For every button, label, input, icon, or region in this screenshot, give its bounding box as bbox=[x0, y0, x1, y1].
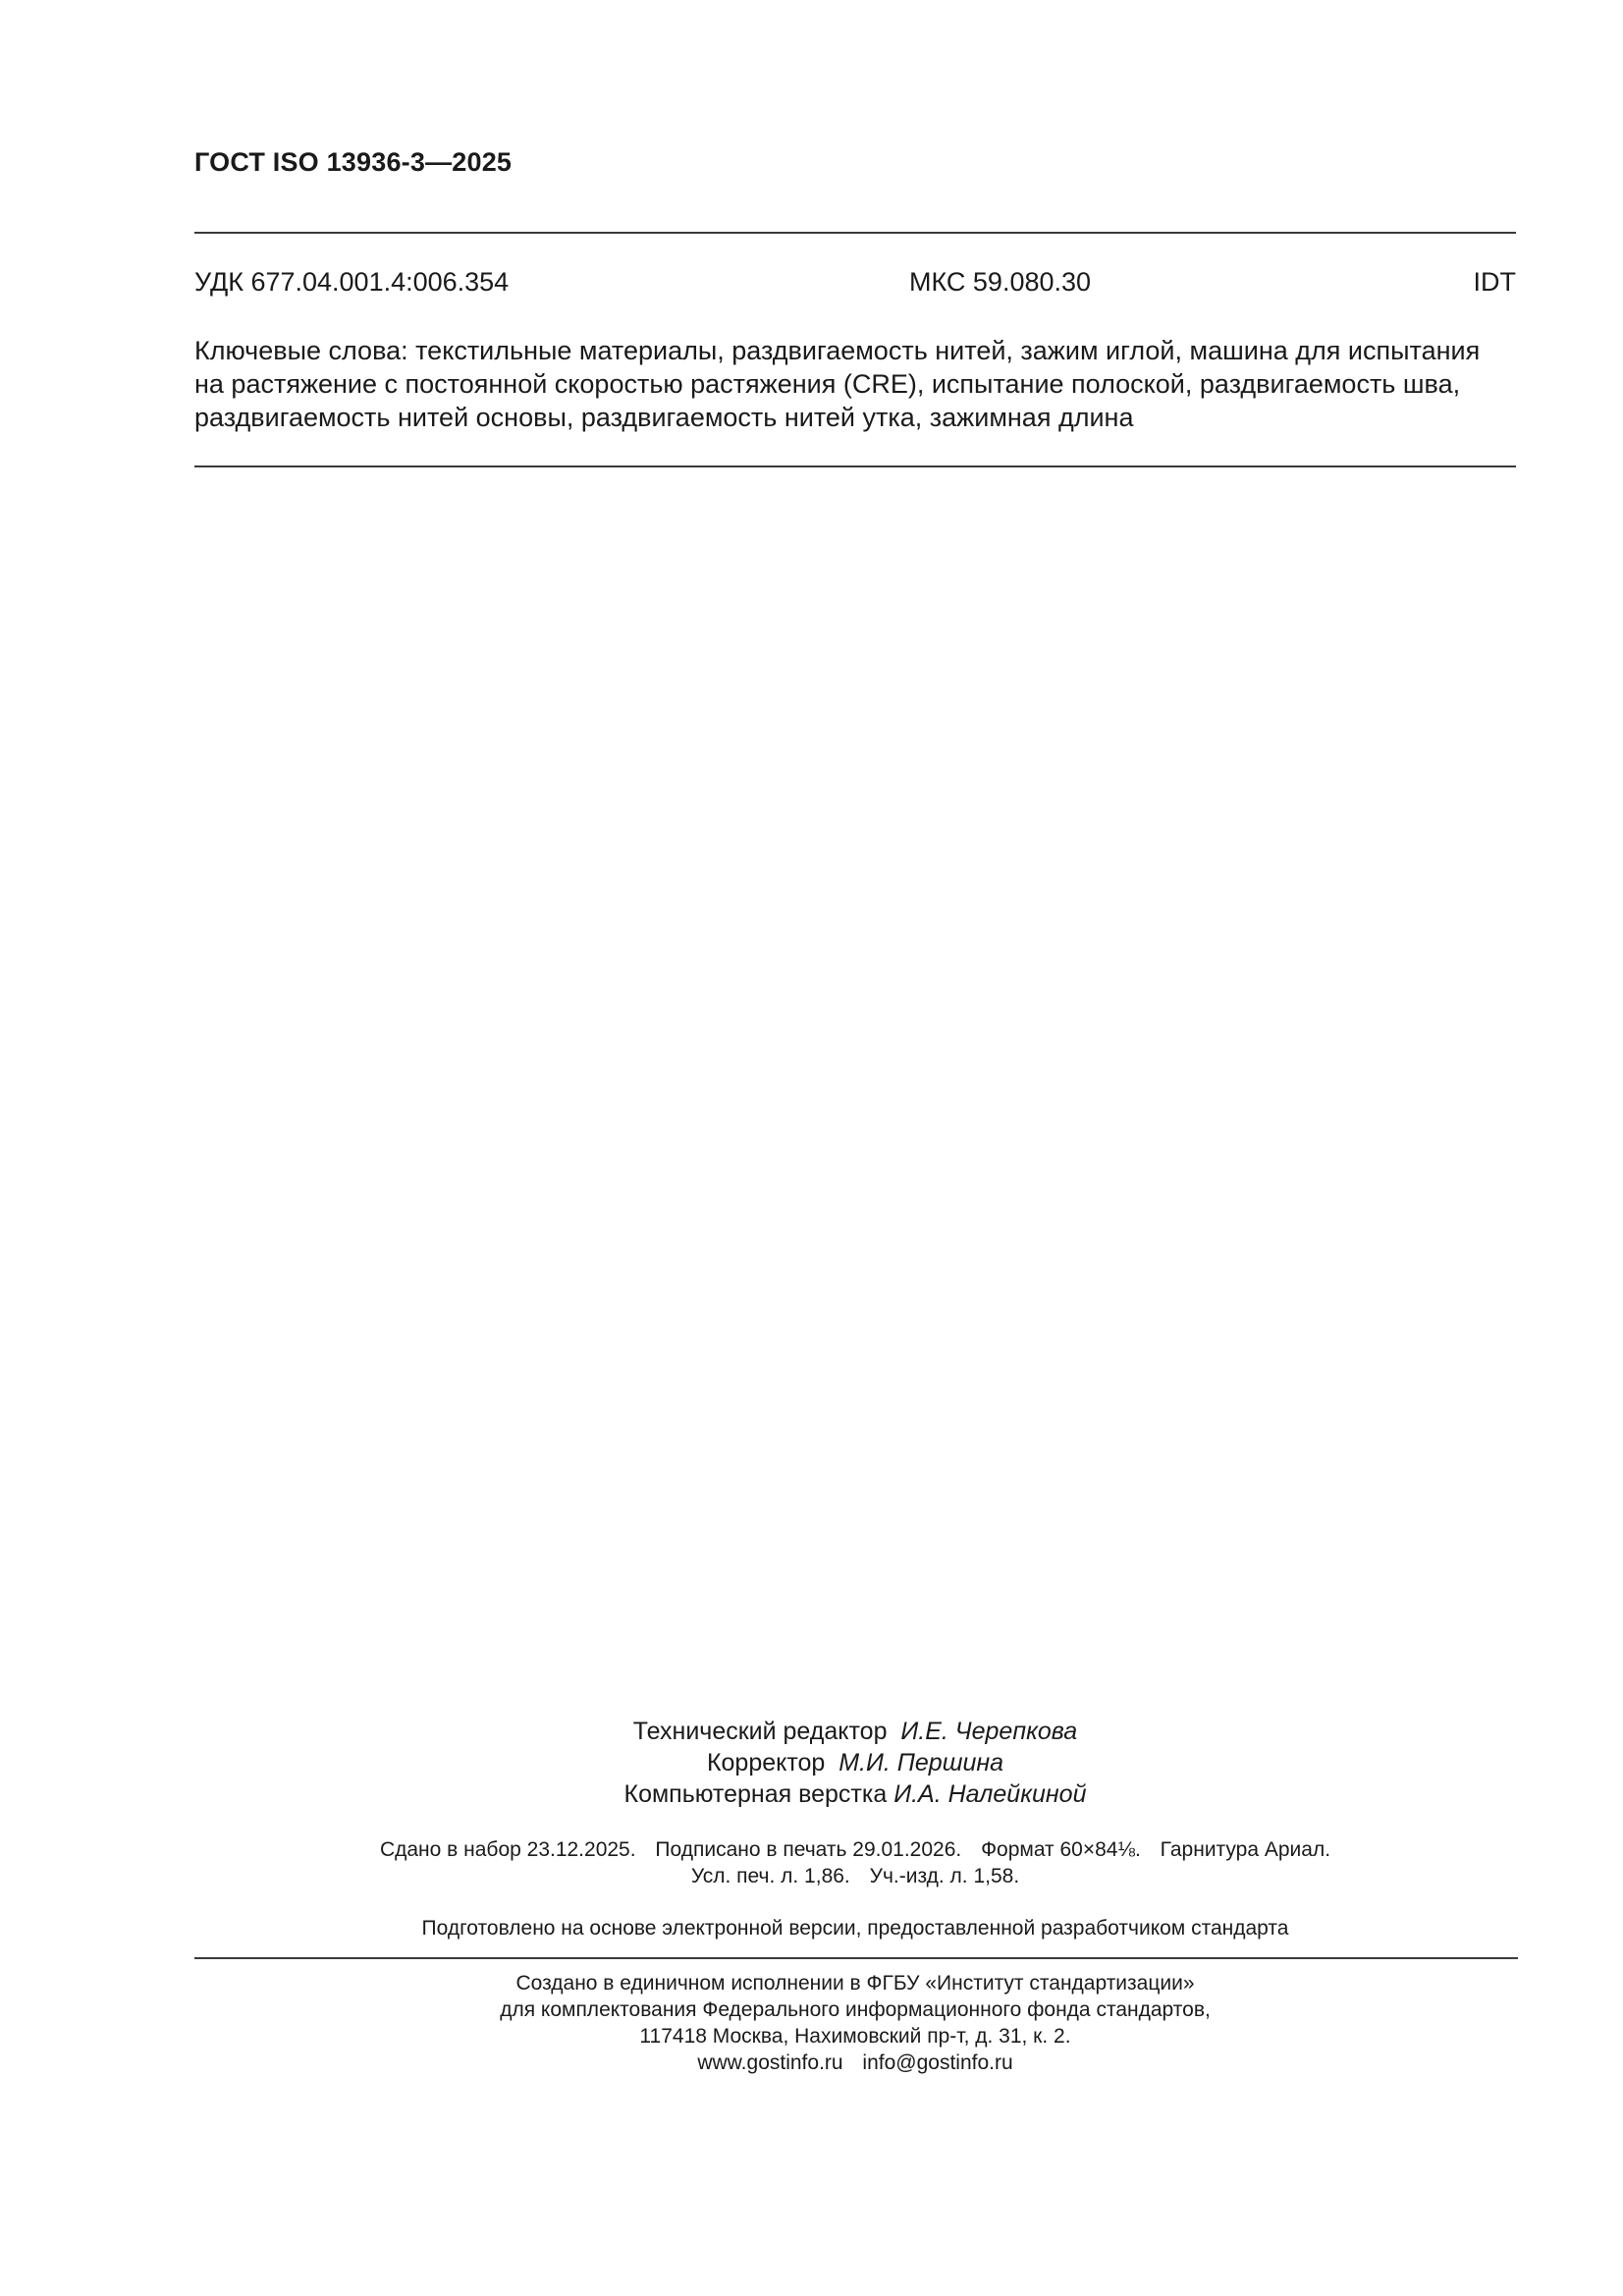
footer-address: 117418 Москва, Нахимовский пр-т, д. 31, к. 2. bbox=[639, 2025, 1071, 2048]
publisher-sheets: Уч.-изд. л. 1,58. bbox=[869, 1865, 1020, 1887]
mks-code: МКС 59.080.30 bbox=[909, 267, 1092, 297]
layout-name: И.А. Налейкиной bbox=[893, 1780, 1087, 1808]
keywords-line: Ключевые слова: текстильные материалы, раздвигаемость нитей, зажим иглой, машина для испытания bbox=[194, 336, 1481, 365]
corrector-name: М.И. Першина bbox=[839, 1749, 1004, 1777]
paper-format: Формат 60×84⅛. bbox=[981, 1838, 1141, 1861]
tech-editor-name: И.Е. Черепкова bbox=[900, 1718, 1078, 1745]
publication-line bbox=[0, 1836, 1623, 1863]
conformity-degree: IDT bbox=[1473, 267, 1516, 297]
footer-line: Создано в единичном исполнении в ФГБУ «Институт стандартизации» bbox=[515, 1972, 1195, 1995]
print-sheets: Усл. печ. л. 1,86. bbox=[690, 1865, 850, 1887]
sheets-line bbox=[0, 1863, 1623, 1889]
corrector-credit bbox=[0, 1747, 1623, 1778]
editorial-credits bbox=[0, 1716, 1623, 1810]
tech-editor-credit bbox=[0, 1716, 1623, 1747]
signed-date: Подписано в печать 29.01.2026. bbox=[655, 1838, 962, 1861]
standard-designation: ГОСТ ISO 13936-3—2025 bbox=[194, 147, 513, 177]
udk-code: УДК 677.04.001.4:006.354 bbox=[194, 267, 510, 297]
keywords-divider bbox=[194, 465, 1516, 467]
layout-label: Компьютерная верстка bbox=[623, 1780, 888, 1808]
footer-contacts bbox=[0, 2050, 1623, 2076]
email-link[interactable]: info@gostinfo.ru bbox=[862, 2051, 1013, 2074]
typeface: Гарнитура Ариал. bbox=[1160, 1838, 1331, 1861]
footer-block bbox=[0, 1970, 1623, 2076]
keywords-line: раздвигаемость нитей основы, раздвигаемость нитей утка, зажимная длина bbox=[194, 403, 1134, 432]
top-divider bbox=[194, 232, 1516, 234]
submitted-date: Сдано в набор 23.12.2025. bbox=[379, 1838, 636, 1861]
layout-credit bbox=[0, 1778, 1623, 1810]
keywords-line: на растяжение с постоянной скоростью растяжения (CRE), испытание полоской, раздвигаемость шва, bbox=[194, 369, 1461, 399]
corrector-label: Корректор bbox=[706, 1749, 826, 1777]
publication-info bbox=[0, 1836, 1623, 1889]
footer-divider bbox=[194, 1957, 1518, 1959]
classification-row bbox=[194, 267, 1516, 298]
footer-line: для комплектования Федерального информационного фонда стандартов, bbox=[500, 1998, 1211, 2021]
keywords-block bbox=[194, 334, 1520, 434]
tech-editor-label: Технический редактор bbox=[632, 1718, 888, 1745]
prepared-note: Подготовлено на основе электронной версии, предоставленной разработчиком стандарта bbox=[421, 1917, 1289, 1940]
website-link[interactable]: www.gostinfo.ru bbox=[697, 2051, 843, 2074]
